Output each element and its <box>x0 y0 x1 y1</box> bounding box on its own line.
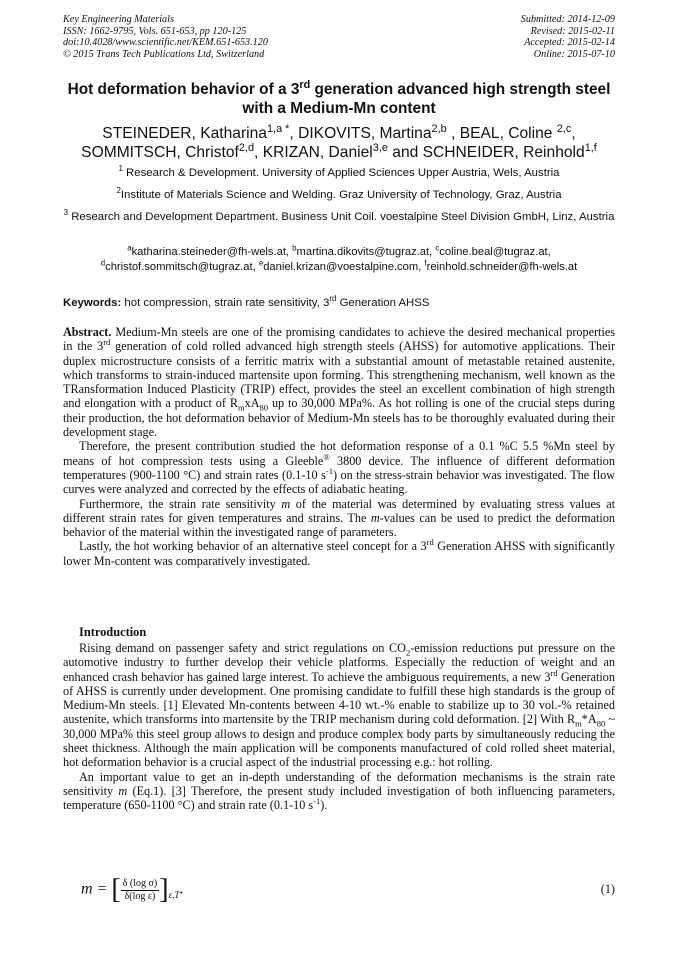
accepted-date: Accepted: 2015-02-14 <box>524 37 615 49</box>
affiliation-3: $^3$ Research and Development Department. Business Unit Coil. voestalpine Steel Division GmbH, Linz, Austria <box>63 208 615 223</box>
eq-numerator: δ (log σ) <box>122 877 158 889</box>
abstract-paragraph: Therefore, the present contribution studied the hot deformation response of a 0.1 %C 5.5 %Mn steel by means of hot compression tests using a Gleeble® 3800 device. The influence of different deformation temperatures (900-1100 °C) and strain rates (0.1-10 $s^{-1}$) on the stress-strain behavior was investigated. The flow curves were analyzed and corrected by the effects of adiabatic heating. <box>63 439 616 497</box>
abstract-paragraph: Abstract. Medium-Mn steels are one of the promising candidates to achieve the desired mechanical properties in the 3rd generation of cold rolled advanced high strength steels (AHSS) for automotive applications. Their duplex microstructure consists of a ferritic matrix with a substantial amount of metastable retained austenite, which transforms to strain-induced martensite upon forming. This strengthening mechanism, well known as the TRansformation Induced Plasticity (TRIP) effect, provides the steel an excellent combination of high strength and elongation with a product of $R_mxA_{80}$ up to 30,000 MPa%. As hot rolling is one of the crucial steps during their production, the hot deformation behavior of Medium-Mn steels has to be thoroughly evaluated during their development stage. <box>63 325 615 440</box>
author-emails: $^a$katharina.steineder@fh-wels.at, $^b$martina.dikovits@tugraz.at, $^c$coline.beal@tugraz.at, $^d$christof.sommitsch@tugraz.at, $^e$daniel.krizan@voestalpine.com, $^f$reinhold.schneider@fh-wels.at <box>100 243 578 273</box>
doi-line: doi:10.4028/www.scientific.net/KEM.651-653.120 <box>63 37 268 49</box>
issn-line: ISSN: 1662-9795, Vols. 651-653, pp 120-125 <box>63 25 247 37</box>
abstract <box>63 325 615 568</box>
affiliation-1: $^1$ Research & Development. University of Applied Sciences Upper Austria, Wels, Austria <box>118 164 560 179</box>
intro-paragraph: An important value to get an in-depth understanding of the deformation mechanisms is the strain rate sensitivity m (Eq.1). [3] Therefore, the present study included investigation of both influencing parameters, temperature (650-1100 °C) and strain rate (0.1-10 $s^{-1}$). <box>63 769 616 813</box>
journal-header <box>63 14 268 60</box>
paper-title: Hot deformation behavior of a 3rd generation advanced high strength steel with a Medium-Mn content <box>67 78 611 117</box>
abstract-paragraph: Furthermore, the strain rate sensitivity m of the material was determined by evaluating stress values at different strain rates for given temperatures and strains. The m-values can be used to predict the deformation behavior of the material within the investigated range of parameters. <box>63 496 616 540</box>
copyright-line: © 2015 Trans Tech Publications Ltd, Switzerland <box>63 48 265 60</box>
equation-number: (1) <box>600 882 615 896</box>
eq-denominator: δ(log ε) <box>124 890 156 902</box>
submitted-date: Submitted: 2014-12-09 <box>520 14 615 25</box>
online-date: Online: 2015-07-10 <box>533 48 615 60</box>
section-heading: Introduction <box>79 625 147 639</box>
introduction <box>63 641 615 813</box>
journal-name: Key Engineering Materials <box>63 14 174 25</box>
revised-date: Revised: 2015-02-11 <box>530 25 615 37</box>
author-list: STEINEDER, Katharina$^{1,a *}$, DIKOVITS, Martina$^{2,b}$ , BEAL, Coline $^{2,c}$, SOMMITSCH, Christof$^{2,d}$, KRIZAN, Daniel$^{3,e}$ and SCHNEIDER, Reinhold$^{1,f}$ <box>81 122 597 161</box>
equation-1: m = [ $\frac{\text{δ (log σ)}}{\text{δ(log ε)}}$ ]$_{\varepsilon,T}$. (1) <box>81 874 615 905</box>
keywords: Keywords: hot compression, strain rate sensitivity, 3rd Generation AHSS <box>63 294 430 309</box>
abstract-paragraph: Lastly, the hot working behavior of an alternative steel concept for a 3rd Generation AHSS with significantly lower Mn-content was comparatively investigated. <box>63 537 615 568</box>
dates-header <box>521 14 615 60</box>
affiliation-2: $^2$Institute of Materials Science and Welding. Graz University of Technology, Graz, Austria <box>116 186 562 201</box>
intro-paragraph: Rising demand on passenger safety and strict regulations on $CO_2$-emission reductions put pressure on the automotive industry to further develop their vehicle platforms. Especially the reduction of weight and an enhanced crash behavior has gained large interest. To achieve the ambiguous requirements, a new 3rd Generation of AHSS is currently under development. One promising candidate to fulfill these high standards is the group of Medium-Mn steels. [1] Elevated Mn-contents between 4-10 wt.-% enable to stabilize up to 30 vol.-% retained austenite, which transforms into martensite by the TRIP mechanism during cold deformation. [2] With $R_m*A_{80}$ ~ 30,000 MPa% this steel group allows to design and produce complex body parts by simultaneously reducing the sheet thickness. Although the main application will be components manufactured of cold rolled sheet material, hot deformation behavior is a crucial aspect of the industrial processing e.g.: hot rolling. <box>63 641 616 770</box>
